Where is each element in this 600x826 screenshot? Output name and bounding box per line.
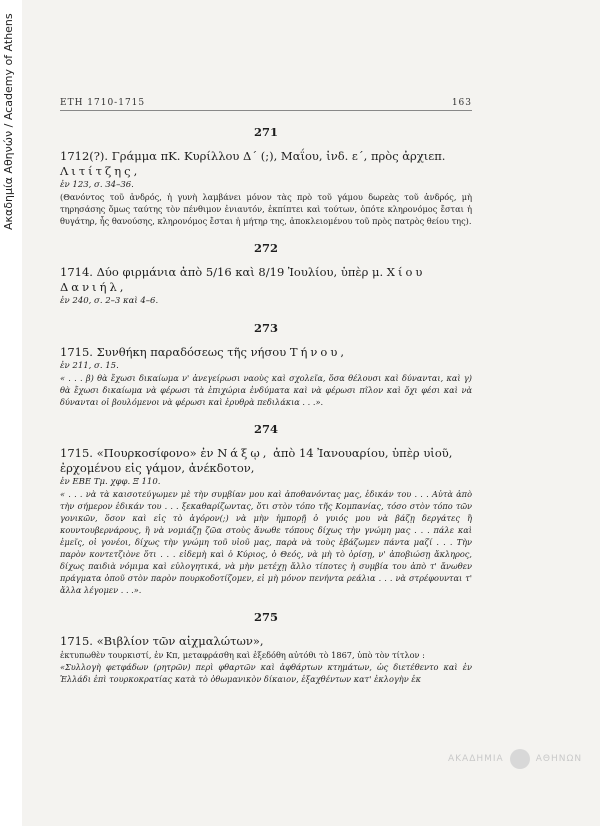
entry-title-main: 1715. «Πουρκοσίφονο» ἐν bbox=[60, 446, 214, 460]
entry-body: (Θανόντος τοῦ ἀνδρός, ἡ γυνὴ λαμβάνει μόνον τὰς πρὸ τοῦ γάμου δωρεὰς τοῦ ἀνδρός, μὴ τηρησάσης ὅμως ταύτης τὸν πένθιμον ἐνιαυτόν, ἐκπίπτει καὶ τούτων, ὁπότε κληρονόμος ἔσται ἡ θυγάτηρ, ἧς θανούσης, κληρονόμος ἔσται ἡ μήτηρ της, ἀποκλειομένου τοῦ πρὸς πατρὸς θείου της). bbox=[60, 192, 472, 226]
entry-reference: ἐν 240, σ. 2–3 καὶ 4–6. bbox=[60, 296, 159, 306]
entry-title-spaced: Λιτίτζης, bbox=[60, 164, 141, 178]
entry-number: 271 bbox=[253, 125, 278, 139]
entry-title bbox=[60, 634, 472, 649]
entry-274 bbox=[60, 422, 472, 596]
entry-quote: « . . . β) θὰ ἔχωσι δικαίωμα ν' ἀνεγείρωσι ναοὺς καὶ σχολεῖα, ὅσα θέλουσι καὶ δύνανται, καὶ γ) θὰ ἔχωσι δικαίωμα νὰ φέρωσι τὰ ἐπιχώρια ἐνδύματα καὶ νὰ φέρωσι πῖλον καὶ ὄχι φέσι καὶ νὰ δύνανται οἱ βουλόμενοι νὰ φέρωσι καὶ ἐρυθρὰ πεδιλάκια . . .». bbox=[60, 373, 472, 407]
sidebar bbox=[0, 0, 22, 826]
athena-head-icon bbox=[510, 749, 530, 769]
entry-title-spaced: Νάξῳ, bbox=[217, 446, 270, 460]
entry-title-spaced: Τήνου, bbox=[289, 345, 347, 359]
entry-number: 272 bbox=[253, 241, 278, 255]
entry-title-spaced: Χίου Δανιήλ, bbox=[60, 265, 426, 294]
entry-reference: ἐν 123, σ. 34–36. bbox=[60, 180, 134, 190]
entry-quote: «Συλλογὴ φετφάδων (ρητρῶν) περὶ φθαρτῶν καὶ ἀφθάρτων κτημάτων, ὡς διετέθεντο καὶ ἐν Ἑλλάδι ἐπὶ τουρκοκρατίας κατὰ τὸ ὀθωμανικὸν δίκαιον, ἐξαχθέντων κατ' ἐκλογὴν ἐκ bbox=[60, 662, 472, 684]
entry-number: 274 bbox=[253, 422, 278, 436]
entry-title-rest: ἀπὸ 14 Ἰανουαρίου, ὑπὲρ υἱοῦ, ἐρχομένου εἰς γάμον, ἀνέκδοτον, bbox=[60, 446, 453, 475]
entry-271 bbox=[60, 125, 472, 227]
entry-title-main: 1714. Δύο φιρμάνια ἀπὸ 5/16 καὶ 8/19 Ἰουλίου, ὑπὲρ μ. bbox=[60, 265, 384, 279]
entry-reference: ἐν ΕΒΕ Τμ. χφφ. Ξ 110. bbox=[60, 477, 161, 487]
entry-title bbox=[60, 149, 472, 179]
entry-275 bbox=[60, 610, 472, 685]
entry-reference: ἐν 211, σ. 15. bbox=[60, 361, 119, 371]
sidebar-label: Ακαδημία Αθηνών / Academy of Athens bbox=[2, 13, 15, 230]
entry-title-main: 1715. «Βιβλίον τῶν αἰχμαλώτων», bbox=[60, 634, 264, 648]
academy-watermark bbox=[448, 748, 588, 770]
page bbox=[60, 98, 472, 685]
entry-273 bbox=[60, 321, 472, 408]
entry-title-main: 1715. Συνθήκη παραδόσεως τῆς νήσου bbox=[60, 345, 287, 359]
entry-number: 273 bbox=[253, 321, 278, 335]
page-number: 163 bbox=[451, 98, 472, 108]
running-header bbox=[60, 98, 472, 111]
entry-title-main: 1712(?). Γράμμα πΚ. Κυρίλλου Δ΄ (;), Μαΐου, ἰνδ. ε΄, πρὸς ἀρχιεπ. bbox=[60, 149, 446, 163]
entry-272 bbox=[60, 241, 472, 307]
logo-text-right: ΑΘΗΝΩΝ bbox=[535, 754, 583, 764]
entry-title bbox=[60, 345, 472, 360]
entry-title bbox=[60, 265, 472, 295]
logo-text-left: ΑΚΑΔΗΜΙΑ bbox=[448, 754, 504, 764]
header-left: ΕΤΗ 1710-1715 bbox=[60, 98, 146, 108]
entry-number: 275 bbox=[253, 610, 278, 624]
entry-body: ἐκτυπωθὲν τουρκιστί, ἐν Κπ, μεταφράσθη καὶ ἐξεδόθη αὐτόθι τὸ 1867, ὑπὸ τὸν τίτλον : bbox=[60, 650, 425, 660]
entry-quote: « . . . νὰ τὰ καισοτεύγωμεν μὲ τὴν συμβίαν μου καὶ ἀποθανόντας μας, ἐδικάν του . . . Αὐτὰ ἀπὸ τὴν σήμερον ἐδικάν του . . . ξεκαθαρίζωντας, ὅτι στὸν τόπο τῆς Κομπανίας, τόσο στὸν τόπο τῶν γονικῶν, ὅσον καὶ εἰς τὸ ἀγόρον(;) νὰ μὴν ἠμπορῇ ὁ γυιός μου νὰ βάζῃ δεργάτες ἢ κουντουβερνάρους, ἢ νὰ νομιάζῃ ζῶα στοὺς ἄνωθε τόπους δίχως τὴν γνώμη μας . . . πάλε καὶ ἐμεῖς, οἱ γονέοι, δίχως τὴν γνώμη τοῦ υἱοῦ μας, παρὰ νὰ τοὺς ἐβάζωμεν πάντα μαζί . . . Τὴν παρὸν κοντετζιὸνε ὅτι . . . εἰδεμὴ καὶ ὁ Κύριος, ὁ Θεός, νὰ μὴ τὸ ὁρίσῃ, ν' ἀποβιώσῃ ἄκληρος, δίχως παιδιὰ νόμιμα καὶ εὐλογητικά, νὰ μὴν μετέχῃ ἄλλο τίποτες ἡ συμβία του ἀπὸ τ' ἄνωθεν πράγματα ὁποῦ στὸν παρὸν πουρκοδοτίζομεν, εἰ μὴ μόνον πενήντα ρεάλια . . . νὰ στρέφουνται τ' ἄλλα λέγομεν . . .». bbox=[60, 489, 472, 595]
entry-title bbox=[60, 446, 472, 476]
